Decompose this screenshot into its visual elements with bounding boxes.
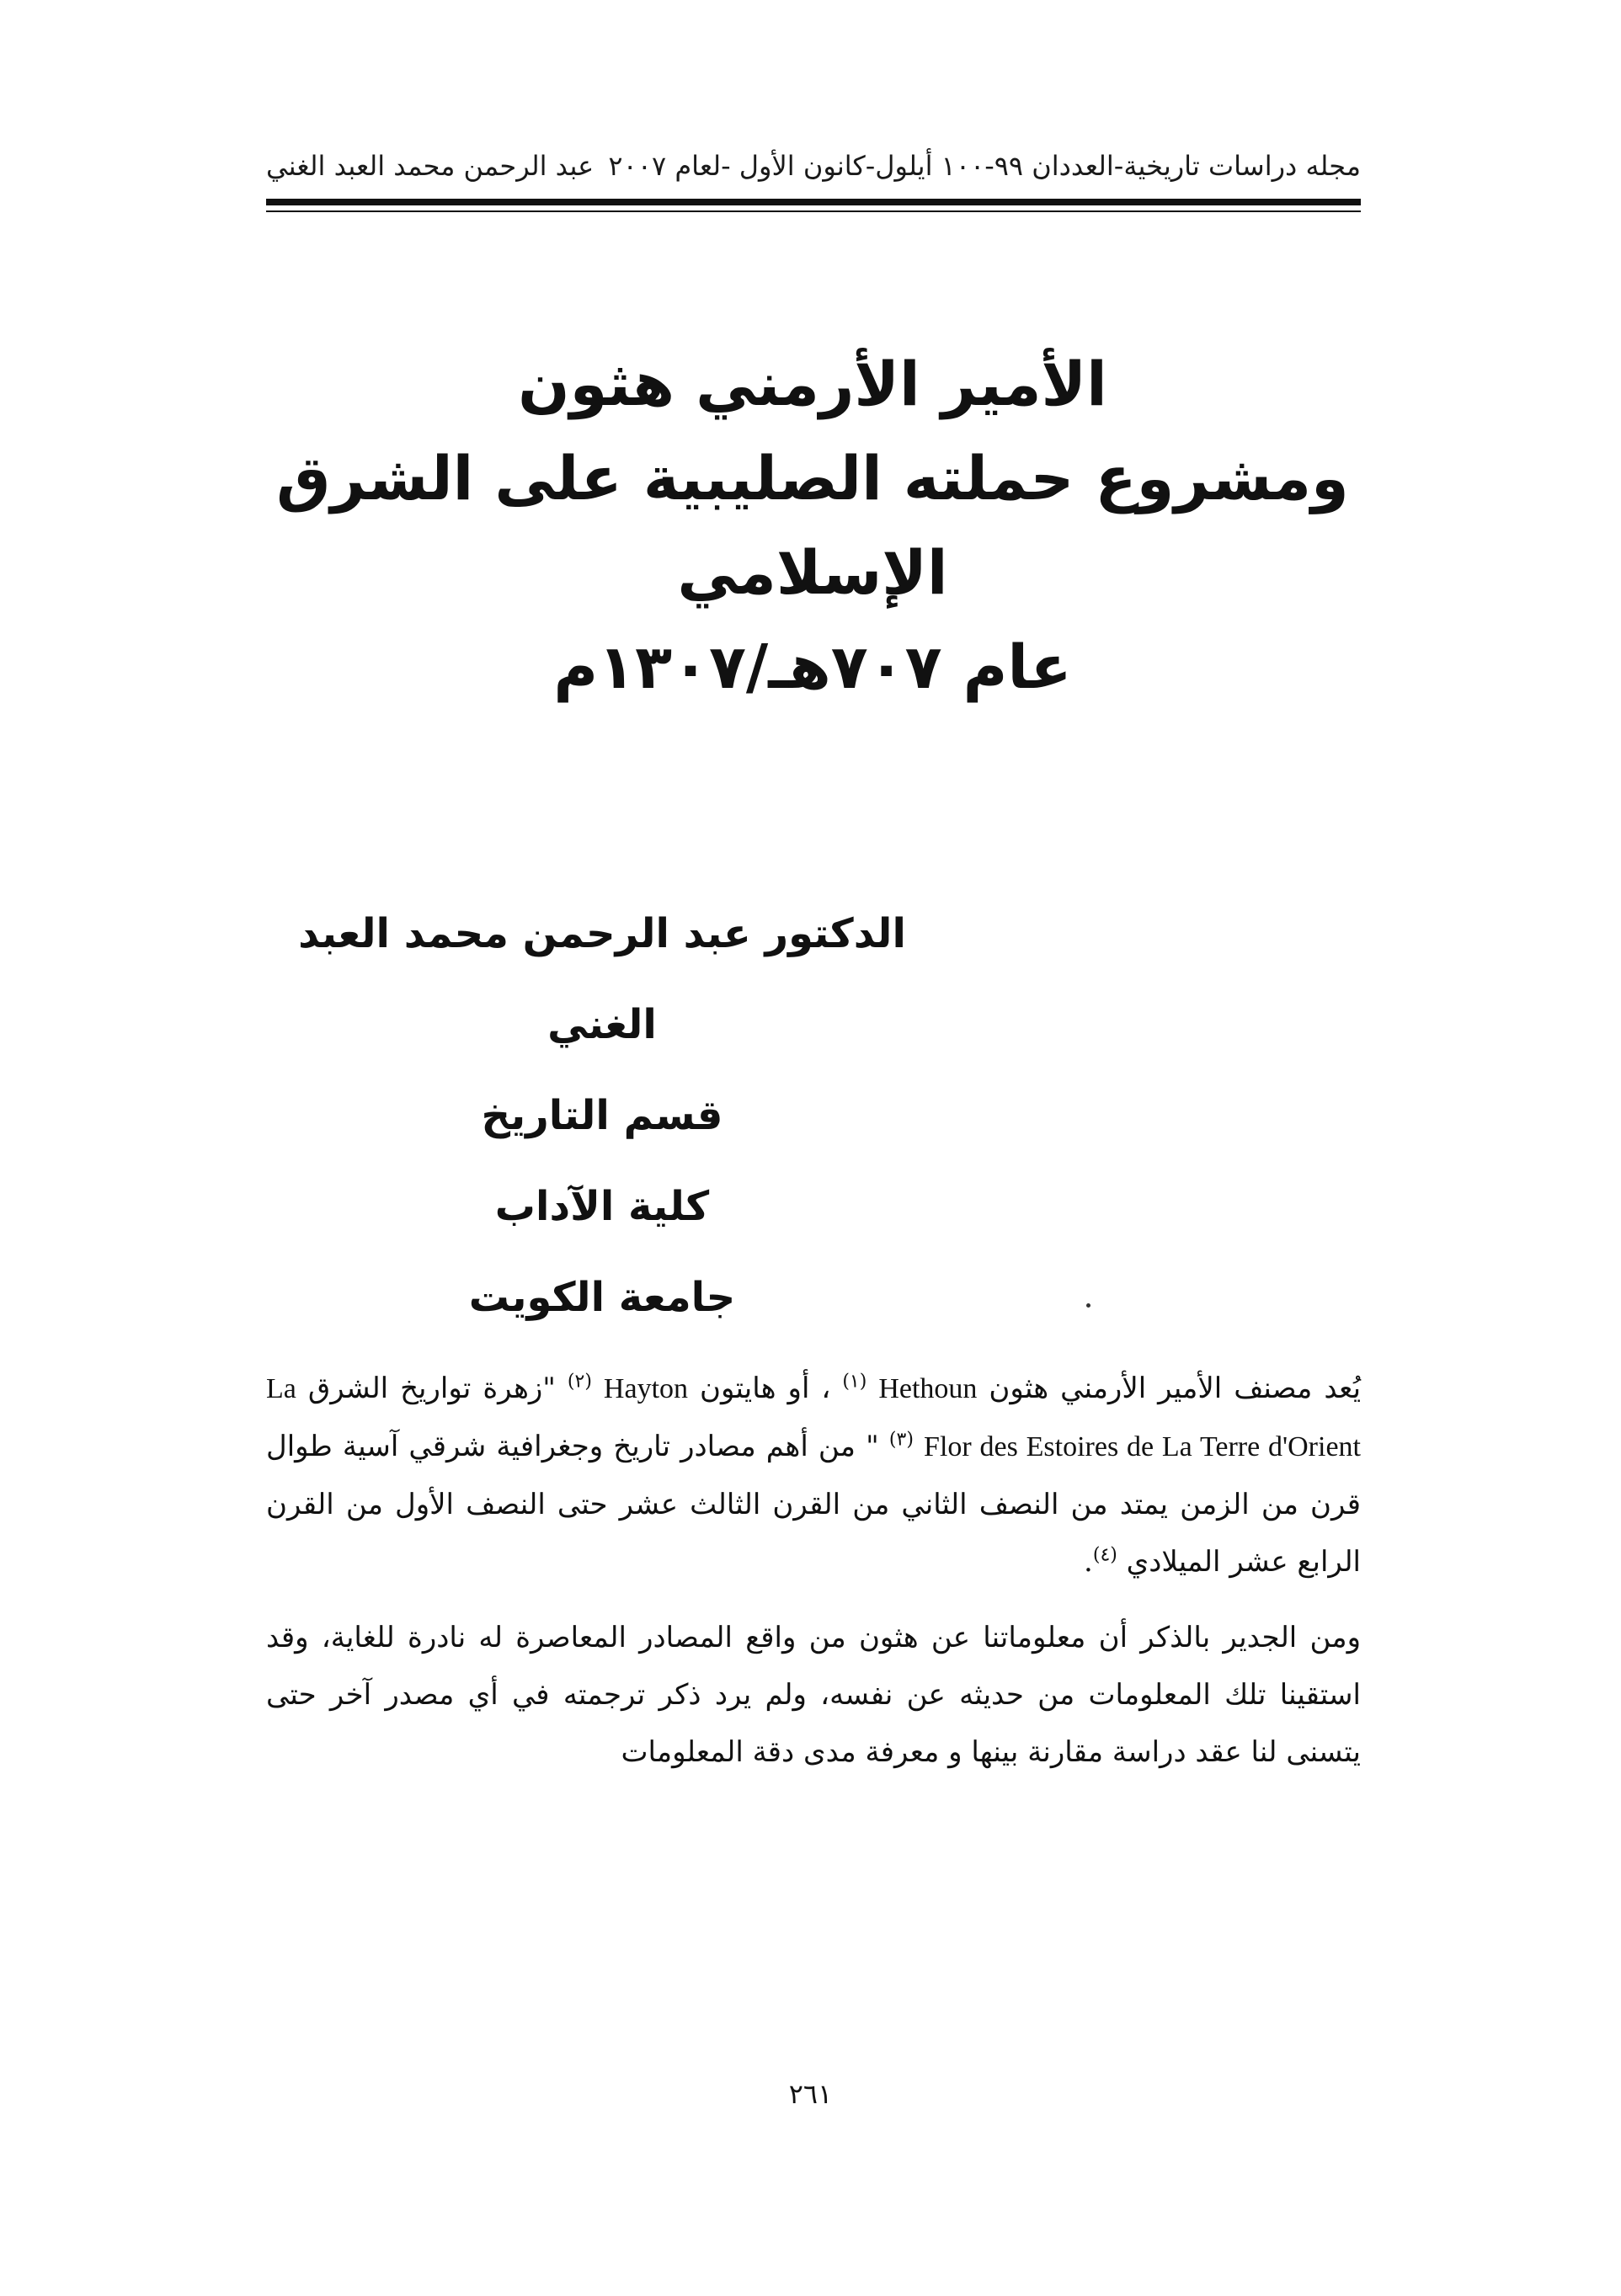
footnote-ref-1[interactable]: (١) [842, 1371, 867, 1393]
p1-hayton: Hayton [603, 1373, 689, 1404]
author-faculty: كلية الآداب [494, 1183, 710, 1230]
p1-end: . [1084, 1545, 1093, 1579]
running-header [266, 150, 1361, 182]
header-journal: مجله دراسات تاريخية-العددان ٩٩-١٠٠ أيلول-كانون الأول -لعام ٢٠٠٧ [608, 150, 1361, 182]
p1-hethoun: Hethoun [878, 1373, 978, 1404]
stray-dot [1086, 1303, 1090, 1308]
page-number: ٢٦١ [788, 2078, 833, 2110]
author-department: قسم التاريخ [481, 1092, 723, 1139]
p1-text-a: يُعد مصنف الأمير الأرمني هثون [989, 1372, 1362, 1405]
author-university: جامعة الكويت [468, 1274, 736, 1321]
body-text [266, 1360, 1361, 1799]
p1-text-b: ، أو هايتون [700, 1372, 831, 1405]
author-name: الدكتور عبد الرحمن محمد العبد الغني [298, 910, 906, 1048]
footnote-ref-4[interactable]: (٤) [1092, 1544, 1117, 1566]
paragraph-2: ومن الجدير بالذكر أن معلوماتنا عن هثون من واقع المصادر المعاصرة له نادرة للغاية، وقد استقينا تلك المعلومات من حديثه عن نفسه، ولم يرد ذكر ترجمته في أي مصدر آخر حتى يتسنى لنا عقد دراسة مقارنة بينها و معرفة مدى دقة المعلومات [266, 1621, 1361, 1769]
header-author: عبد الرحمن محمد العبد الغني [266, 150, 595, 182]
p1-latin-title: La Flor des Estoires de La Terre d'Orient [266, 1373, 1361, 1462]
title-line-2: ومشروع حملته الصليبية على الشرق الإسلامي [276, 443, 1349, 608]
title-line-3: عام ٧٠٧هـ/١٣٠٧م [553, 631, 1072, 702]
footnote-ref-2[interactable]: (٢) [567, 1371, 592, 1393]
article-title [253, 337, 1373, 714]
footnote-ref-3[interactable]: (٣) [888, 1429, 914, 1451]
title-line-1: الأمير الأرمني هثون [518, 349, 1107, 419]
p1-text-c: "زهرة تواريخ الشرق [307, 1372, 556, 1405]
p1-text-d: " من أهم مصادر تاريخ وجغرافية شرقي آسية طوال قرن من الزمن يمتد من النصف الثاني من القرن الثالث عشر حتى النصف الأول من القرن الرابع عشر الميلادي [266, 1430, 1361, 1579]
paragraph-1 [266, 1360, 1361, 1590]
header-rule-thin [266, 210, 1361, 212]
author-block [265, 888, 939, 1343]
header-rule [266, 199, 1361, 205]
